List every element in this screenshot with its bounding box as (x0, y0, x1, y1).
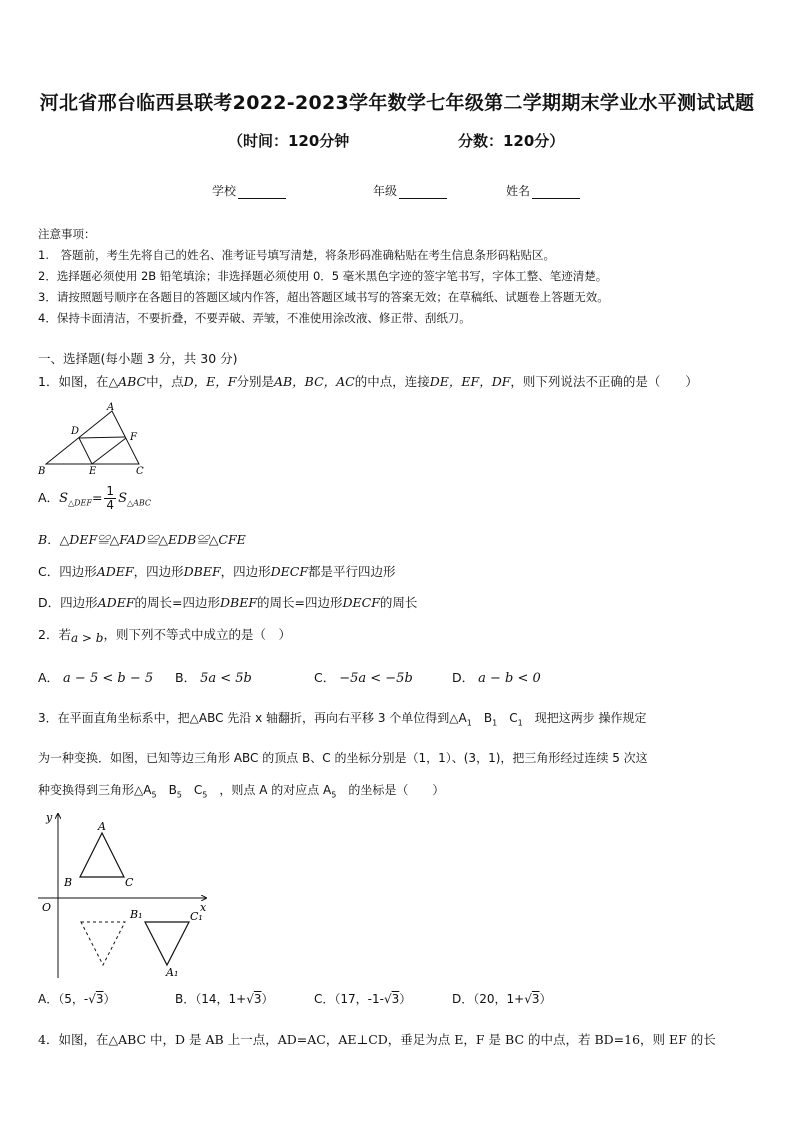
grade-label: 年级 (373, 184, 398, 198)
fig1-label-a: A (107, 402, 115, 413)
question-3-figure (34, 808, 214, 983)
fig1-label-e: E (89, 466, 97, 477)
question-1-stem: 1．如图，在△ABC中，点D，E，F分别是AB，BC，AC的中点，连接DE，EF，DF，则下列说法不正确的是（ ） (38, 374, 698, 389)
section-heading: 一、选择题(每小题 3 分，共 30 分) (38, 351, 238, 366)
triangle-a1b1c1 (145, 922, 189, 965)
triangle-reflected (81, 922, 125, 965)
grade-blank[interactable] (399, 186, 447, 199)
grade-field[interactable] (373, 182, 447, 199)
question-1-figure (34, 398, 154, 478)
q1-option-d[interactable]: D．四边形ADEF的周长=四边形DBEF的周长=四边形DECF的周长 (38, 595, 418, 610)
fig3-label-b1: B₁ (130, 908, 143, 921)
q2-option-a[interactable]: A． a − 5 < b − 5 (38, 670, 154, 686)
fig1-label-d: D (71, 426, 80, 437)
triangle-abc (80, 833, 124, 877)
fig3-label-y: y (46, 811, 53, 824)
q3-option-c[interactable]: C．（17，-1-√3） (314, 992, 412, 1006)
q2-option-c[interactable]: C． −5a < −5b (314, 670, 413, 686)
q2-option-d[interactable]: D． a − b < 0 (452, 670, 541, 686)
note-item: 1. 答题前，考生先将自己的姓名、准考证号填写清楚，将条形码准确粘贴在考生信息条形码粘贴区。 (38, 248, 555, 262)
name-blank[interactable] (532, 186, 580, 199)
question-3-line-1: 3．在平面直角坐标系中，把△ABC 先沿 x 轴翻折，再向右平移 3 个单位得到$\triangle A_1$ $B_1$ $C_1$ 现把这两步 操作规定 (38, 711, 647, 728)
note-item: 2．选择题必须使用 2B 铅笔填涂；非选择题必须使用 0．5 毫米黑色字迹的签字笔书写，字体工整、笔迹清楚。 (38, 269, 608, 283)
q1-option-c[interactable]: C．四边形ADEF，四边形DBEF，四边形DECF都是平行四边形 (38, 564, 396, 579)
q3-option-a[interactable]: A．（5，-√3） (38, 992, 116, 1006)
exam-time: （时间：120分钟 (228, 132, 350, 150)
notes-heading: 注意事项： (38, 227, 96, 241)
q3-option-b[interactable]: B．（14，1+√3） (175, 992, 274, 1006)
exam-score: 分数：120分） (458, 132, 565, 150)
q3-option-d[interactable]: D．（20，1+√3） (452, 992, 552, 1006)
page-title: 河北省邢台临西县联考2022-2023学年数学七年级第二学期期末学业水平测试试题 (39, 92, 755, 114)
fig1-label-c: C (136, 466, 144, 477)
note-item: 4．保持卡面清洁，不要折叠，不要弄破、弄皱，不准使用涂改液、修正带、刮纸刀。 (38, 311, 471, 325)
q1-option-a[interactable]: A．$S_{\triangle DEF}=$ $\frac{1}{4}$ $S_{\triangle ABC}$ (38, 484, 152, 512)
fig3-label-x: x (200, 901, 207, 914)
fig3-label-a: A (98, 820, 106, 833)
notes-block (38, 224, 609, 329)
fig3-label-c1: C₁ (190, 910, 203, 923)
name-field[interactable] (506, 182, 580, 199)
fig1-label-b: B (38, 466, 46, 477)
question-2-stem: 2．若a > b，则下列不等式中成立的是（ ） (38, 627, 291, 645)
school-field[interactable] (212, 182, 286, 199)
q1-option-b[interactable]: B．△DEF≌△FAD≌△EDB≌△CFE (38, 532, 246, 547)
fig3-label-o: O (42, 901, 52, 914)
question-3-line-3: 种变换得到三角形$\triangle A_5$ $B_5$ $C_5$ ，则点 A 的对应点 $A_5$ 的坐标是（ ） (38, 783, 445, 800)
school-blank[interactable] (238, 186, 286, 199)
fig3-label-b: B (64, 876, 73, 889)
note-item: 3．请按照题号顺序在各题目的答题区域内作答，超出答题区域书写的答案无效；在草稿纸、试题卷上答题无效。 (38, 290, 609, 304)
question-4-stem: 4．如图，在△ABC 中，D 是 AB 上一点，AD=AC，AE⊥CD，垂足为点 E，F 是 BC 的中点，若 BD=16，则 EF 的长 (38, 1032, 716, 1047)
question-3-line-2: 为一种变换．如图，已知等边三角形 ABC 的顶点 B、C 的坐标分别是（1，1）、(3，1)，把三角形经过连续 5 次这 (38, 751, 648, 765)
name-label: 姓名 (506, 184, 531, 198)
fig1-label-f: F (130, 432, 137, 443)
fig3-label-c: C (125, 876, 134, 889)
school-label: 学校 (212, 184, 237, 198)
fig3-label-a1: A₁ (166, 966, 179, 979)
q2-option-b[interactable]: B． 5a < 5b (175, 670, 252, 686)
